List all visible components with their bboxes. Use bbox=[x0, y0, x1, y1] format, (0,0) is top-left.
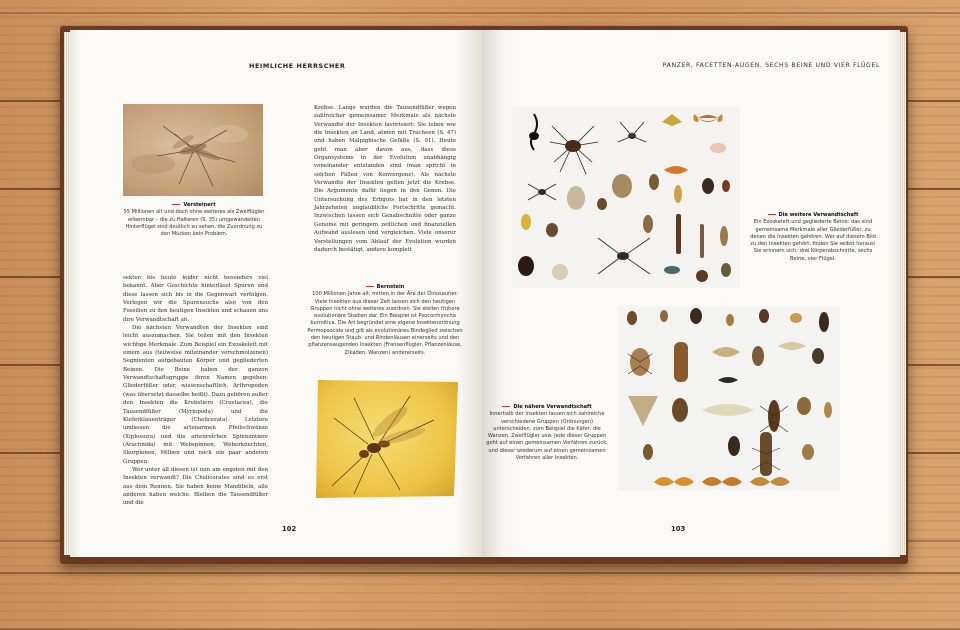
amber-insect-icon bbox=[314, 378, 458, 500]
caption-amber bbox=[306, 284, 464, 357]
caption-insects bbox=[484, 404, 610, 462]
caption-insects-text: Innerhalb der Insekten lassen sich zahlreiche verschiedene Gruppen (Ordnungen) unterscheiden, zum Beispiel die Käfer, die Wanzen, Zweiflügler usw. Jede dieser Gruppen geht auf einen gemeinsamen Vorfahren zurück, und dieser wiederum auf einen gemeinsamen Vorfahren aller Insekten. bbox=[486, 411, 608, 462]
caption-amber-title: Bernstein bbox=[306, 284, 464, 291]
caption-fossil-text: 55 Millionen alt und doch ohne weiteres als Zweiflügler erkennbar – die zu Halteren (S. 35) umgewandelten Hinterflügel sind deutlich zu sehen, die Zuordnung zu den Mücken kein Problem. bbox=[123, 209, 265, 238]
running-head-right: PANZER, FACETTEN-AUGEN, SECHS BEINE UND VIER FLÜGEL bbox=[662, 62, 880, 69]
page-number-right: 103 bbox=[671, 525, 686, 533]
page-edges-right bbox=[900, 32, 906, 555]
paragraph: Die nächsten Verwandten der Insekten sind leicht auszumachen. Sie teilen mit den Insekten wichtige Merkmale. Zum Beispiel ein Exoskelett mit einem aus (teilweise miteinander verschmolzenen) Segmenten aufgebauten Körper und gegliederten Beinen. Die Beine haben der ganzen Verwandtschaftsgruppe ihren Namen gegeben: Gliederfüßer oder, wissenschaftlich, Arthropoden (was übersetzt dasselbe heißt). Dazu gehören außer den Insekten die Krebstiere (Crustacea), die Tausendfüßer (Myriopoda) und die Kieferklauenträger (Chelicerata). Letztere umfassen die artenarmen Pfeilschwänze (Xiphosura) und die artenreichen Spinnentiere (Arachnida) mit Webspinnen, Weberknechten, Skorpionen, Milben und noch ein paar anderen Gruppen. bbox=[123, 325, 268, 465]
wood-plank-seam bbox=[0, 572, 960, 574]
fossil-midge-icon bbox=[123, 104, 263, 196]
caption-fossil-title: Versteinert bbox=[120, 202, 268, 209]
caption-amber-text: 100 Millionen Jahre alt, mitten in der Ära der Dinosaurier. Viele Insekten aus dieser Zeit lassen sich den heutigen Gruppen nicht ohne weiteres zuordnen. Sie stellen frühere evolutionäre Stadien dar. Ein Beispiel ist Psocorrhyncha burmitica. Die Art begründet eine eigene Insektenordnung Permopsocida und gilt als evolutionäres Bindeglied zwischen den heutigen Staub- und Rindenläusen einerseits und den pflanzensaugenden Insekten (Fransenflügler, Pflanzenläuse, Zikaden, Wanzen) andererseits. bbox=[307, 291, 463, 356]
paragraph: sekten bis heute leider nicht besonders viel bekannt. Aber Geschichte hinterlässt Spuren und diese lassen sich bis in die Gegenwart verfolgen. Verlegen wir die Spurensuche also von den Fossilien zu den heutigen Insekten und schauen uns ihre Verwandtschaft an. bbox=[123, 275, 268, 323]
arthropod-specimens-icon bbox=[512, 106, 740, 288]
insect-collection-photo bbox=[618, 306, 840, 490]
caption-insects-title: Die nähere Verwandtschaft bbox=[484, 404, 610, 411]
page-number-left: 102 bbox=[282, 525, 297, 533]
paragraph: Krebse. Lange wurden die Tausendfüßer wegen zahlreicher gemeinsamer Merkmale als nächste Verwandte der Insekten favorisiert: Sie leben wie die Insekten an Land, atmen mit Tracheen (S. 47) und haben Malpighische Gefäße (S. 91). Heute geht man aber davon aus, dass diese Organsysteme in der Evolution unabhängig voneinander entstanden sind (man spricht in solchen Fällen von Konvergenz). Als nächste Verwandte der Insekten gelten jetzt die Krebse. Die Argumente dafür liegen in den Genen. Die Untersuchung des Erbguts hat in den letzten Jahrzehnten unglaubliche Fortschritte gemacht. Inzwischen lassen sich Genabschnitte oder ganze Genome mit geringem zeitlichen und finanziellen Aufwand auslesen und vergleichen. Viele unserer Vorstellungen vom Ablauf der Evolution wurden dadurch bestätigt, andere komplett bbox=[314, 105, 456, 253]
paragraph: Wer unter all diesen ist nun am engsten mit den Insekten verwandt? Die Chelicerates sind es erst aus dem Rennen. Sie haben keine Mandibeln, alle anderen haben welche. Bleiben die Tausendfüßer und die bbox=[123, 466, 268, 507]
amber-photo bbox=[314, 378, 458, 500]
caption-arthropods bbox=[750, 212, 876, 263]
column-right-text bbox=[314, 104, 456, 254]
caption-fossil bbox=[120, 202, 268, 238]
arthropod-collection-photo bbox=[512, 106, 740, 288]
left-page bbox=[70, 30, 482, 557]
insect-specimens-icon bbox=[618, 306, 840, 490]
column-left-text bbox=[123, 274, 268, 508]
right-page bbox=[482, 30, 900, 557]
fossil-photo bbox=[123, 104, 263, 196]
caption-arthropods-title: Die weitere Verwandtschaft bbox=[750, 212, 876, 219]
caption-arthropods-text: Ein Exoskelett und gegliederte Beine: das sind gemeinsame Merkmale aller Gliederfüßer, zu denen die Insekten gehören. Wer auf diesem Bild zu den Insekten gehört, finden Sie selbst heraus! Sie erinnern sich: drei Körperabschnitte, sechs Beine, vier Flügel. bbox=[750, 219, 876, 262]
running-head-left: HEIMLICHE HERRSCHER bbox=[249, 62, 346, 70]
